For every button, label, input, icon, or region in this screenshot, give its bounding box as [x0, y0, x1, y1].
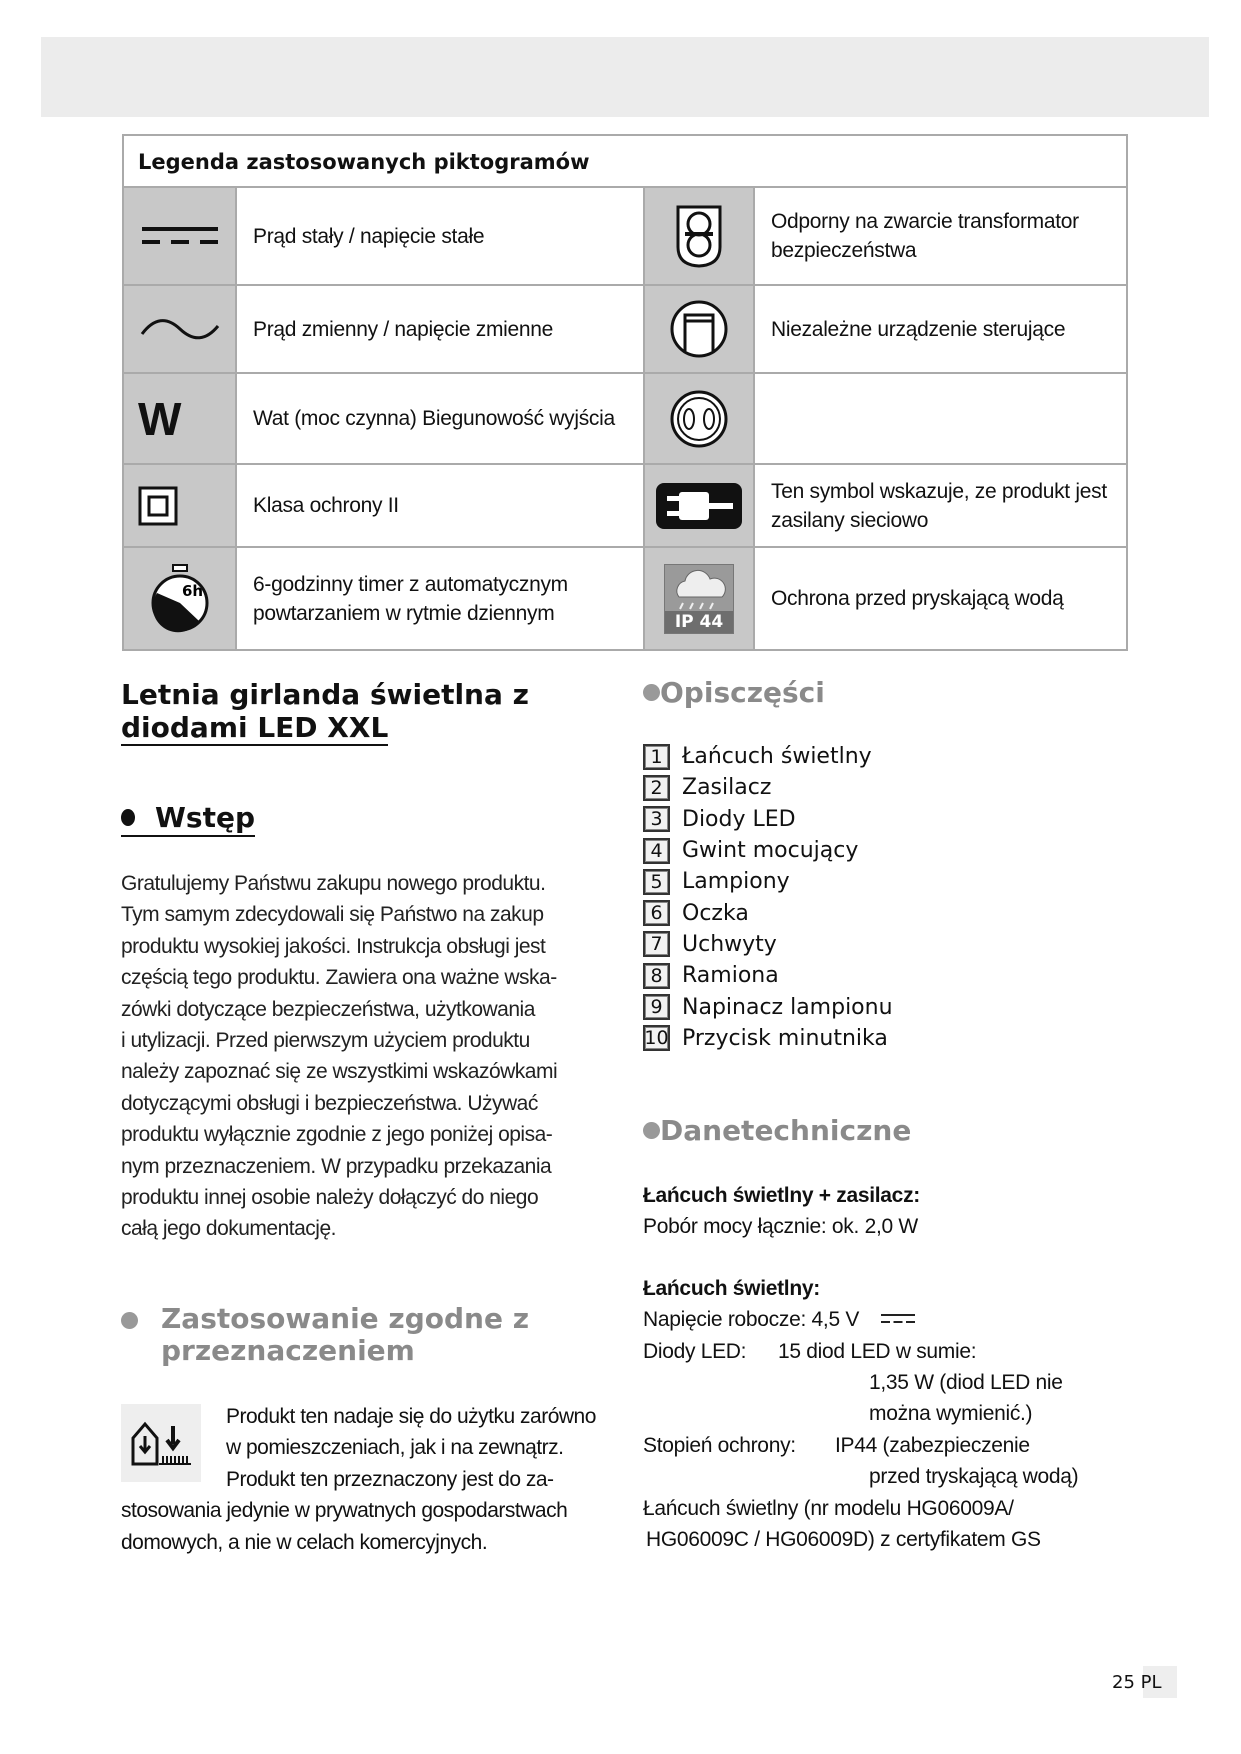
heading-text: przeznaczeniem [161, 1334, 415, 1367]
paragraph-line: Tym samym zdecydowali się Państwo na zakup [121, 903, 544, 927]
paragraph-line: stosowania jedynie w prywatnych gospodarstwach [121, 1499, 568, 1523]
paragraph-line: zówki dotyczące bezpieczeństwa, użytkowania [121, 997, 535, 1021]
timer-6h-icon [124, 548, 237, 649]
usage-paragraph [121, 1401, 631, 1558]
legend-text: Niezależne urządzenie sterujące [771, 317, 1066, 341]
tech-value: 1,35 W (diod LED nie [869, 1371, 1063, 1395]
parts-list-item [643, 991, 893, 1022]
part-label: Lampiony [682, 869, 790, 895]
part-label: Gwint mocujący [682, 838, 859, 864]
part-number: 6 [643, 900, 670, 926]
paragraph-line: częścią tego produktu. Zawiera ona ważne wska- [121, 966, 557, 990]
parts-list-item [643, 741, 893, 772]
intro-heading [121, 800, 255, 837]
title-line: Letnia girlanda świetlna z [121, 678, 529, 711]
parts-list-item [643, 866, 893, 897]
legend-row [124, 286, 1126, 374]
tech-line: Pobór mocy łącznie: ok. 2,0 W [643, 1215, 918, 1239]
part-label: Diody LED [682, 806, 796, 832]
ip44-icon [643, 548, 755, 649]
product-title [121, 678, 529, 746]
legend-text: Klasa ochrony II [253, 494, 399, 517]
part-label: Uchwyty [682, 931, 777, 957]
part-number: 7 [643, 931, 670, 957]
heading-text: Wstęp [155, 801, 255, 834]
tech-line: HG06009C / HG06009D) z certyfikatem GS [646, 1528, 1041, 1552]
intro-paragraph [121, 868, 631, 1245]
dc-icon [881, 1312, 917, 1326]
legend-text: Prąd stały / napięcie stałe [253, 224, 485, 248]
part-label: Przycisk minutnika [682, 1025, 888, 1051]
legend-text: Odporny na zwarcie transformator bezpieczeństwa [771, 210, 1079, 262]
parts-list-item [643, 897, 893, 928]
parts-list-item [643, 804, 893, 835]
tech-value: IP44 (zabezpieczenie [835, 1433, 1030, 1457]
bullet-icon [121, 809, 135, 826]
legend-text: Prąd zmienny / napięcie zmienne [253, 317, 554, 341]
paragraph-line: Gratulujemy Państwu zakupu nowego produktu. [121, 872, 546, 895]
part-label: Ramiona [682, 963, 779, 989]
parts-list-item [643, 835, 893, 866]
parts-list-item [643, 960, 893, 991]
paragraph-line: produktu wyłącznie zgodnie z jego poniżej opisa- [121, 1123, 553, 1147]
tech-subheading: Łańcuch świetlny: [643, 1276, 820, 1300]
part-number: 8 [643, 963, 670, 989]
tech-subheading: Łańcuch świetlny + zasilacz: [643, 1184, 920, 1207]
paragraph-line: należy zapoznać się ze wszystkimi wskazówkami [121, 1060, 558, 1084]
paragraph-line: w pomieszczeniach, jak i na zewnątrz. [226, 1436, 564, 1460]
watt-icon: W [124, 374, 237, 463]
legend-row [124, 548, 1126, 649]
legend-row [124, 374, 1126, 465]
usage-heading [121, 1303, 529, 1367]
paragraph-line: dotyczącymi obsługi i bezpieczeństwa. Używać [121, 1091, 538, 1115]
parts-list-item [643, 1023, 893, 1054]
part-number: 9 [643, 994, 670, 1020]
legend-text: Ten symbol wskazuje, ze produkt jest zasilany sieciowo [771, 479, 1107, 532]
tech-value: 15 diod LED w sumie: [778, 1339, 977, 1363]
legend-text [755, 374, 1126, 463]
bullet-icon [643, 1122, 660, 1139]
mains-plug-icon [643, 465, 755, 546]
protection-class-2-icon [124, 465, 237, 546]
legend-row [124, 465, 1126, 548]
timer-label: 6h [181, 581, 203, 600]
part-label: Łańcuch świetlny [682, 744, 872, 770]
tech-line [643, 1336, 1123, 1367]
voltage-text: Napięcie robocze: 4,5 V [643, 1308, 860, 1332]
legend-text: 6-godzinny timer z automatycznym powtarzaniem w rytmie dziennym [253, 572, 568, 625]
tech-value: przed tryskającą wodą) [869, 1465, 1079, 1489]
part-number: 3 [643, 806, 670, 832]
part-number: 5 [643, 869, 670, 895]
part-label: Oczka [682, 900, 749, 926]
paragraph-line: Produkt ten przeznaczony jest do za- [226, 1467, 554, 1491]
ip-label: IP 44 [665, 611, 733, 633]
legend-row [124, 188, 1126, 286]
page-number [1112, 1672, 1162, 1693]
page-lang: PL [1140, 1672, 1162, 1693]
legend-text: Ochrona przed pryskającą wodą [771, 587, 1064, 610]
title-line: diodami LED XXL [121, 711, 389, 744]
part-label: Zasilacz [682, 775, 772, 801]
bullet-icon [121, 1312, 138, 1329]
header-band [41, 37, 1209, 117]
paragraph-line: całą jego dokumentację. [121, 1217, 336, 1241]
part-number: 1 [643, 744, 670, 770]
parts-heading [643, 676, 825, 709]
pictogram-legend-table [122, 134, 1128, 651]
dc-icon [124, 188, 237, 284]
control-device-icon [643, 286, 755, 372]
tech-line [643, 1304, 1123, 1335]
bullet-icon [643, 684, 660, 701]
heading-text: Danetechniczne [660, 1114, 912, 1147]
paragraph-line: domowych, a nie w celach komercyjnych. [121, 1530, 488, 1554]
part-number: 4 [643, 838, 670, 864]
tech-value: można wymienić.) [869, 1402, 1033, 1426]
paragraph-line: nym przeznaczeniem. W przypadku przekazania [121, 1154, 552, 1178]
legend-text: Wat (moc czynna) Biegunowość wyjścia [253, 407, 615, 430]
tech-data [643, 1180, 1123, 1555]
tech-label: Diody LED: [643, 1339, 747, 1363]
paragraph-line: produktu wysokiej jakości. Instrukcja obsługi jest [121, 934, 546, 958]
tech-line: Łańcuch świetlny (nr modelu HG06009A/ [643, 1496, 1014, 1520]
paragraph-line: Produkt ten nadaje się do użytku zarówno [226, 1405, 596, 1428]
part-label: Napinacz lampionu [682, 994, 893, 1020]
parts-list-item [643, 772, 893, 803]
part-number: 10 [644, 1027, 669, 1050]
tech-line [643, 1430, 1123, 1461]
parts-list [643, 741, 893, 1054]
heading-text: Zastosowanie zgodne z [161, 1302, 530, 1335]
part-number: 2 [643, 775, 670, 801]
ac-icon [124, 286, 237, 372]
paragraph-line: produktu innej osobie należy dołączyć do niego [121, 1186, 539, 1210]
parts-list-item [643, 929, 893, 960]
legend-title: Legenda zastosowanych piktogramów [124, 136, 1126, 188]
page-num: 25 [1112, 1672, 1135, 1693]
tech-heading [643, 1114, 911, 1147]
paragraph-line: i utylizacji. Przed pierwszym użyciem produktu [121, 1029, 530, 1053]
safety-transformer-icon [643, 188, 755, 284]
tech-label: Stopień ochrony: [643, 1433, 796, 1457]
polarity-icon [643, 374, 755, 463]
heading-text: Opisczęści [660, 676, 825, 709]
